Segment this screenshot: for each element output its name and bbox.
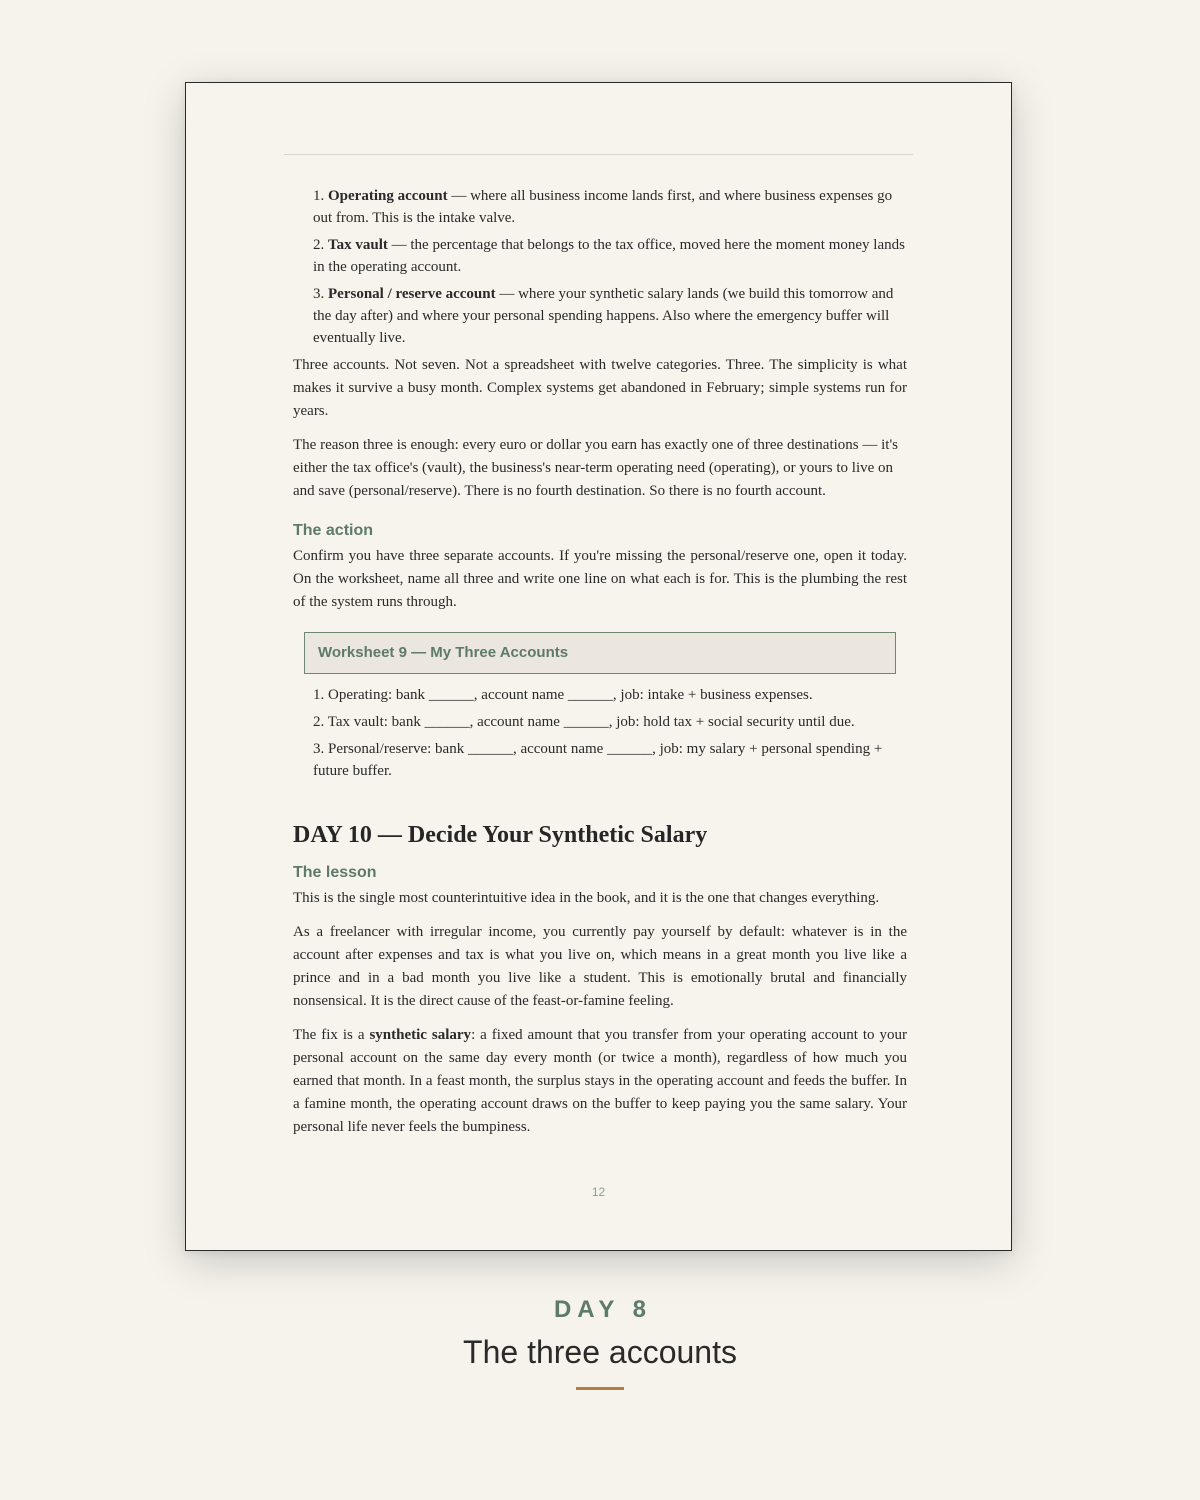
list-item: 3. Personal / reserve account — where your synthetic salary lands (we build this tomorrow and the day after) and where your personal spending happens. Also where the emergency buffer will eventually live.	[313, 286, 894, 346]
paragraph: The reason three is enough: every euro or dollar you earn has exactly one of three destinations — it's either the tax office's (vault), the business's near-term operating need (operating), or yours to live on and save (personal/reserve). There is no fourth destination. So there is no fourth account.	[293, 437, 899, 499]
list-item: 2. Tax vault — the percentage that belongs to the tax office, moved here the moment money lands in the operating account.	[313, 237, 905, 275]
lesson-paragraph: As a freelancer with irregular income, you currently pay yourself by default: whatever is in the account after expenses and tax is what you live on, which means in a great month you live like a prince and in a bad month you live like a student. This is emotionally brutal and financially nonsensical. It is the direct cause of the feast-or-famine feeling.	[293, 924, 907, 1009]
caption-underline	[576, 1387, 624, 1390]
worksheet-item: 3. Personal/reserve: bank ______, account name ______, job: my salary + personal spending + future buffer.	[313, 741, 883, 779]
worksheet-item: 2. Tax vault: bank ______, account name ______, job: hold tax + social security until due.	[313, 714, 855, 730]
action-paragraph: Confirm you have three separate accounts. If you're missing the personal/reserve one, open it today. On the worksheet, name all three and write one line on what each is for. This is the plumbing the rest of the system runs through.	[293, 548, 907, 610]
page-content	[293, 185, 907, 1150]
day-title: DAY 10 — Decide Your Synthetic Salary	[293, 822, 708, 848]
book-page	[185, 82, 1012, 1251]
page-number: 12	[591, 1185, 606, 1199]
accounts-list	[293, 185, 907, 349]
caption-title: The three accounts	[463, 1334, 737, 1370]
caption-day-label: DAY 8	[553, 1296, 653, 1323]
paragraph: Three accounts. Not seven. Not a spreadsheet with twelve categories. Three. The simplicity is what makes it survive a busy month. Complex systems get abandoned in February; simple systems run for years.	[293, 357, 907, 419]
list-item: 1. Operating account — where all business income lands first, and where business expenses go out from. This is the intake valve.	[313, 188, 893, 226]
worksheet-list	[293, 684, 907, 782]
lesson-paragraph: The fix is a synthetic salary: a fixed amount that you transfer from your operating account to your personal account on the same day every month (or twice a month), regardless of how much you earned that month. In a feast month, the surplus stays in the operating account and feeds the buffer. In a famine month, the operating account draws on the buffer to keep paying you the same salary. Your personal life never feels the bumpiness.	[293, 1027, 907, 1135]
worksheet-box: Worksheet 9 — My Three Accounts	[304, 632, 896, 674]
action-heading: The action	[293, 522, 374, 539]
lesson-heading: The lesson	[293, 864, 377, 881]
header-rule	[284, 154, 913, 155]
lesson-paragraph: This is the single most counterintuitive idea in the book, and it is the one that changes everything.	[293, 890, 880, 906]
worksheet-item: 1. Operating: bank ______, account name ______, job: intake + business expenses.	[313, 687, 813, 703]
